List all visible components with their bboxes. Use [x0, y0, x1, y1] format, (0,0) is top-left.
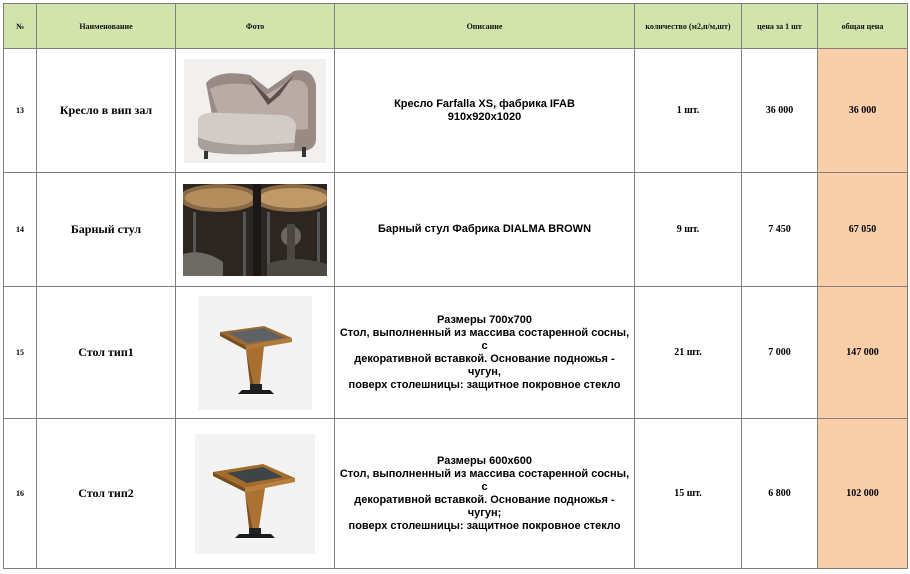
- row-desc: [335, 419, 635, 569]
- armchair-photo: [184, 59, 326, 163]
- desc-line: декоративной вставкой. Основание подножья - чугун,: [354, 352, 615, 378]
- header-qty: количество (м2,п/м,шт): [635, 4, 742, 49]
- table-photo: [195, 434, 315, 554]
- row-photo: [176, 49, 335, 173]
- row-photo: [176, 173, 335, 287]
- row-total: 102 000: [818, 419, 908, 569]
- header-name: Наименование: [37, 4, 176, 49]
- row-total: 67 050: [818, 173, 908, 287]
- header-photo: Фото: [176, 4, 335, 49]
- estimate-table: [3, 3, 908, 569]
- desc-line: Размеры 700х700: [437, 313, 532, 326]
- desc-line: Размеры 600х600: [437, 454, 532, 467]
- desc-line: Стол, выполненный из массива состаренной сосны, с: [339, 326, 630, 352]
- row-price: 7 450: [742, 173, 818, 287]
- table-row: [4, 49, 908, 173]
- row-num: 16: [4, 419, 37, 569]
- row-price: 6 800: [742, 419, 818, 569]
- table-row: [4, 173, 908, 287]
- table-photo: [198, 296, 312, 410]
- desc-line: поверх столешницы: защитное покровное стекло: [348, 378, 621, 391]
- row-num: 15: [4, 287, 37, 419]
- header-total: общая цена: [818, 4, 908, 49]
- row-price: 7 000: [742, 287, 818, 419]
- header-num: №: [4, 4, 37, 49]
- desc-line: 910x920x1020: [447, 110, 522, 123]
- desc-line: Барный стул Фабрика DIALMA BROWN: [377, 223, 592, 235]
- row-qty: 21 шт.: [635, 287, 742, 419]
- row-name: Барный стул: [37, 173, 176, 287]
- desc-line: поверх столешницы: защитное покровное стекло: [348, 519, 621, 532]
- row-qty: 1 шт.: [635, 49, 742, 173]
- desc-line: Стол, выполненный из массива состаренной сосны, с: [339, 467, 630, 493]
- row-name: Стол тип2: [37, 419, 176, 569]
- row-qty: 9 шт.: [635, 173, 742, 287]
- bar-stool-photo: [183, 184, 327, 276]
- desc-line: Кресло Farfalla XS, фабрика IFAB: [394, 97, 575, 110]
- table-row: [4, 287, 908, 419]
- row-name: Кресло в вип зал: [37, 49, 176, 173]
- desc-line: декоративной вставкой. Основание подножья - чугун;: [354, 493, 615, 519]
- row-photo: [176, 419, 335, 569]
- row-name: Стол тип1: [37, 287, 176, 419]
- header-price: цена за 1 шт: [742, 4, 818, 49]
- row-total: 147 000: [818, 287, 908, 419]
- row-desc: [335, 173, 635, 287]
- row-photo: [176, 287, 335, 419]
- row-qty: 15 шт.: [635, 419, 742, 569]
- row-price: 36 000: [742, 49, 818, 173]
- table-row: [4, 419, 908, 569]
- row-desc: [335, 49, 635, 173]
- row-desc: [335, 287, 635, 419]
- row-total: 36 000: [818, 49, 908, 173]
- row-num: 13: [4, 49, 37, 173]
- header-desc: Описание: [335, 4, 635, 49]
- header-row: [4, 4, 908, 49]
- row-num: 14: [4, 173, 37, 287]
